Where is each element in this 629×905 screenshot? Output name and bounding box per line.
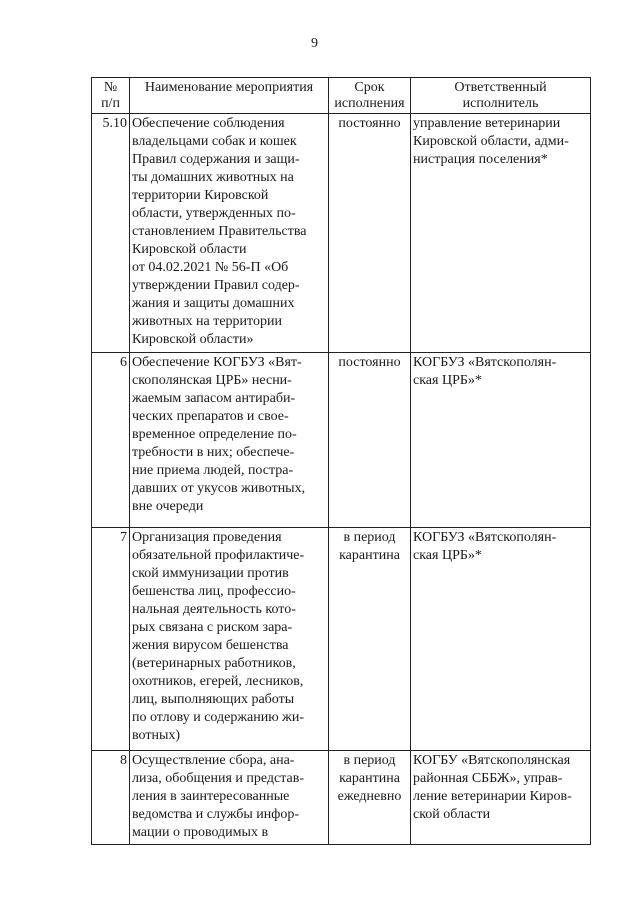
row-number: 6 — [92, 353, 130, 528]
row-number: 5.10 — [92, 114, 130, 353]
row-responsible: управление ветеринарии Кировской области, адми- нистрация поселения* — [411, 114, 591, 353]
table-row — [92, 353, 591, 528]
row-number: 8 — [92, 751, 130, 845]
header-responsible: Ответственный исполнитель — [411, 78, 591, 114]
header-activity-name: Наименование мероприятия — [130, 78, 329, 114]
row-responsible: КОГБУЗ «Вятскополян- ская ЦРБ»* — [411, 353, 591, 528]
row-responsible: КОГБУЗ «Вятскополян- ская ЦРБ»* — [411, 528, 591, 751]
table-header-row — [92, 78, 591, 114]
row-deadline: постоянно — [329, 353, 411, 528]
row-activity-name: Обеспечение соблюдения владельцами собак и кошек Правил содержания и защи- ты домашних животных на территории Кировской области, утвержденных по- становлением Правительства Кировской области от 04.02.2021 № 56-П «Об утверждении Правил содер- жания и защиты домашних животных на территории Кировской области» — [130, 114, 329, 353]
row-deadline: в период карантина ежедневно — [329, 751, 411, 845]
activities-table — [91, 77, 591, 845]
row-number: 7 — [92, 528, 130, 751]
row-activity-name: Осуществление сбора, ана- лиза, обобщения и представ- ления в заинтересованные ведомства и службы инфор- мации о проводимых в — [130, 751, 329, 845]
row-activity-name: Обеспечение КОГБУЗ «Вят- скополянская ЦРБ» несни- жаемым запасом антираби- ческих препаратов и свое- временное определение по- требности в них; обеспече- ние приема людей, постра- давших от укусов животных, вне очереди — [130, 353, 329, 528]
table-row — [92, 528, 591, 751]
page-number: 9 — [311, 36, 318, 51]
row-deadline: постоянно — [329, 114, 411, 353]
table-row — [92, 114, 591, 353]
header-number: № п/п — [92, 78, 130, 114]
row-responsible: КОГБУ «Вятскополянская районная СББЖ», управ- ление ветеринарии Киров- ской области — [411, 751, 591, 845]
row-activity-name: Организация проведения обязательной профилактиче- ской иммунизации против бешенства лиц, профессио- нальная деятельность кото- рых связана с риском зара- жения вирусом бешенства (ветеринарных работников, охотников, егерей, лесников, лиц, выполняющих работы по отлову и содержанию жи- вотных) — [130, 528, 329, 751]
table-row — [92, 751, 591, 845]
header-deadline: Срок исполнения — [329, 78, 411, 114]
row-deadline: в период карантина — [329, 528, 411, 751]
